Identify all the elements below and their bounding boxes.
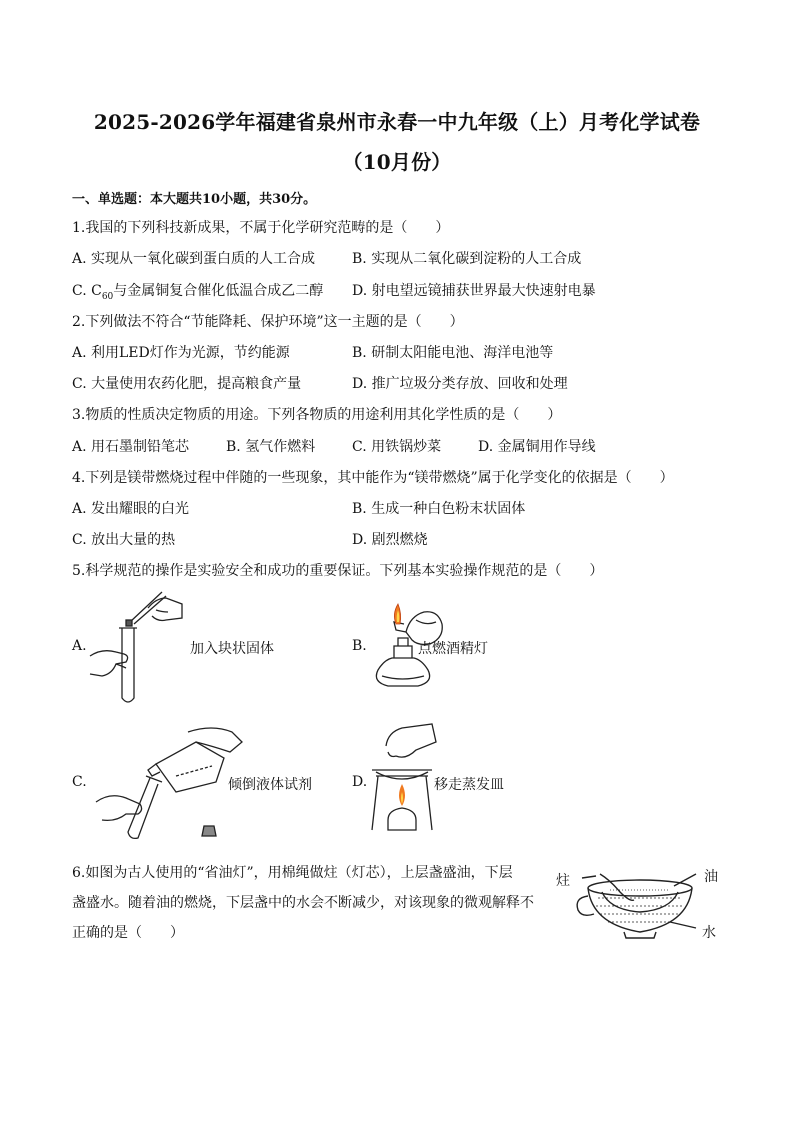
q5-option-c-caption: 倾倒液体试剂 — [228, 777, 312, 793]
q4-option-d: D. 剧烈燃烧 — [352, 532, 428, 548]
lamp-label-wick: 炷 — [556, 873, 570, 889]
move-evaporating-dish-illustration — [366, 720, 438, 840]
section-heading: 一、单选题：本大题共10小题，共30分。 — [72, 192, 317, 207]
q2-option-b: B. 研制太阳能电池、海洋电池等 — [352, 345, 554, 361]
q3-option-a: A. 用石墨制铅笔芯 — [72, 439, 190, 455]
q4-option-b: B. 生成一种白色粉末状固体 — [352, 501, 526, 517]
q3-option-b: B. 氢气作燃料 — [226, 439, 316, 455]
q5-option-d-letter: D. — [352, 774, 368, 790]
q5-stem: 5.科学规范的操作是实验安全和成功的重要保证。下列基本实验操作规范的是（ ） — [72, 563, 604, 579]
oil-saving-lamp-illustration — [570, 862, 710, 942]
q5-option-b-letter: B. — [352, 638, 367, 654]
q2-stem: 2.下列做法不符合“节能降耗、保护环境”这一主题的是（ ） — [72, 314, 464, 330]
q4-option-a: A. 发出耀眼的白光 — [72, 501, 190, 517]
q6-stem-line3: 正确的是（ ） — [72, 925, 184, 941]
q4-stem: 4.下列是镁带燃烧过程中伴随的一些现象，其中能作为“镁带燃烧”属于化学变化的依据是（ ） — [72, 470, 674, 486]
q5-option-b-caption: 点燃酒精灯 — [418, 641, 488, 657]
q5-option-a-letter: A. — [72, 638, 87, 654]
q1-option-b: B. 实现从二氧化碳到淀粉的人工合成 — [352, 251, 582, 267]
q4-option-c: C. 放出大量的热 — [72, 532, 176, 548]
lamp-label-water: 水 — [702, 925, 716, 941]
q5-option-c-letter: C. — [72, 774, 87, 790]
lamp-label-oil: 油 — [704, 869, 718, 885]
q5-option-d-caption: 移走蒸发皿 — [434, 777, 504, 793]
add-solid-illustration — [86, 584, 186, 708]
q1-option-c-subscript: 60 — [101, 291, 114, 302]
q5-option-a-caption: 加入块状固体 — [190, 641, 274, 657]
exam-title: 2025-2026学年福建省泉州市永春一中九年级（上）月考化学试卷 — [93, 110, 701, 134]
q1-option-c-suffix: 与金属铜复合催化低温合成乙二醇 — [113, 283, 324, 299]
q1-option-c-prefix: C. C — [72, 283, 102, 299]
q3-stem: 3.物质的性质决定物质的用途。下列各物质的用途利用其化学性质的是（ ） — [72, 407, 562, 423]
q1-option-c — [72, 280, 323, 302]
q6-stem-line1: 6.如图为古人使用的“省油灯”，用棉绳做炷（灯芯），上层盏盛油，下层 — [72, 865, 513, 881]
q1-option-d: D. 射电望远镜捕获世界最大快速射电暴 — [352, 283, 596, 299]
q2-option-a: A. 利用LED灯作为光源，节约能源 — [72, 345, 290, 361]
q6-stem-line2: 盏盛水。随着油的燃烧，下层盏中的水会不断减少，对该现象的微观解释不 — [72, 895, 534, 911]
q3-option-d: D. 金属铜用作导线 — [478, 439, 596, 455]
q3-option-c: C. 用铁锅炒菜 — [352, 439, 442, 455]
q1-stem: 1.我国的下列科技新成果，不属于化学研究范畴的是（ ） — [72, 220, 450, 236]
q2-option-c: C. 大量使用农药化肥，提高粮食产量 — [72, 376, 302, 392]
exam-subtitle: （10月份） — [342, 150, 452, 174]
q1-option-a: A. 实现从一氧化碳到蛋白质的人工合成 — [72, 251, 316, 267]
q2-option-d: D. 推广垃圾分类存放、回收和处理 — [352, 376, 568, 392]
